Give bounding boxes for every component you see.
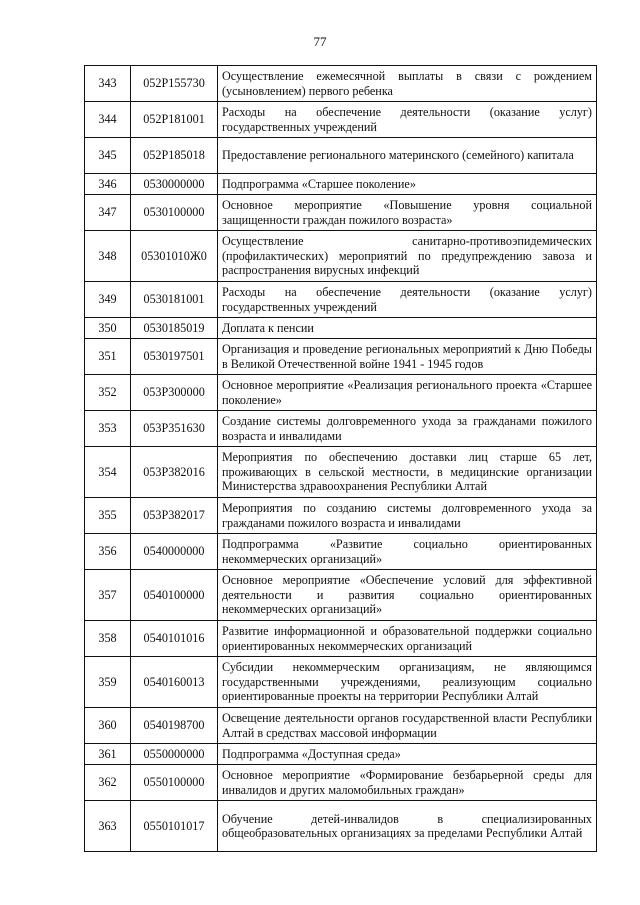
expense-name: Основное мероприятие «Реализация регионального проекта «Старшее поколение» (218, 375, 597, 411)
expense-name: Развитие информационной и образовательной поддержки социально ориентированных некоммерческих организаций (218, 621, 597, 657)
row-number: 361 (85, 744, 131, 765)
expense-name: Осуществление ежемесячной выплаты в связи с рождением (усыновлением) первого ребенка (218, 66, 597, 102)
row-number: 351 (85, 339, 131, 375)
expense-name: Организация и проведение региональных мероприятий к Дню Победы в Великой Отечественной войне 1941 - 1945 годов (218, 339, 597, 375)
table-body (85, 66, 597, 852)
row-number: 359 (85, 657, 131, 708)
budget-code: 0530100000 (131, 195, 218, 231)
table-row (85, 744, 597, 765)
expense-name: Основное мероприятие «Обеспечение условий для эффективной деятельности и развития социально ориентированных некоммерческих организаций» (218, 570, 597, 621)
table-row (85, 318, 597, 339)
row-number: 344 (85, 102, 131, 138)
table-row (85, 657, 597, 708)
budget-code: 0550101017 (131, 801, 218, 852)
expense-name: Подпрограмма «Доступная среда» (218, 744, 597, 765)
expense-name: Обучение детей-инвалидов в специализированных общеобразовательных организациях за пределами Республики Алтай (218, 801, 597, 852)
row-number: 360 (85, 708, 131, 744)
budget-code: 053P351630 (131, 411, 218, 447)
expense-name: Освещение деятельности органов государственной власти Республики Алтай в средствах массовой информации (218, 708, 597, 744)
table-row (85, 411, 597, 447)
table-row (85, 708, 597, 744)
budget-code: 053P382017 (131, 498, 218, 534)
table-row (85, 375, 597, 411)
table-row (85, 447, 597, 498)
budget-code: 052P181001 (131, 102, 218, 138)
expense-name: Субсидии некоммерческим организациям, не являющимся государственными учреждениями, реализующим социально ориентированные проекты на территории Республики Алтай (218, 657, 597, 708)
table-row (85, 765, 597, 801)
row-number: 354 (85, 447, 131, 498)
table-row (85, 282, 597, 318)
table-row (85, 621, 597, 657)
table-row (85, 195, 597, 231)
budget-code: 0550000000 (131, 744, 218, 765)
page-number: 77 (313, 34, 327, 49)
budget-code: 0530197501 (131, 339, 218, 375)
budget-code: 0530000000 (131, 174, 218, 195)
table-row (85, 498, 597, 534)
budget-code: 052P185018 (131, 138, 218, 174)
row-number: 348 (85, 231, 131, 282)
table-row (85, 231, 597, 282)
budget-code: 053P382016 (131, 447, 218, 498)
row-number: 355 (85, 498, 131, 534)
table-row (85, 138, 597, 174)
expense-name: Предоставление регионального материнского (семейного) капитала (218, 138, 597, 174)
table-row (85, 534, 597, 570)
budget-code: 0550100000 (131, 765, 218, 801)
row-number: 346 (85, 174, 131, 195)
row-number: 357 (85, 570, 131, 621)
row-number: 347 (85, 195, 131, 231)
expense-name: Расходы на обеспечение деятельности (оказание услуг) государственных учреждений (218, 102, 597, 138)
budget-code: 0530181001 (131, 282, 218, 318)
budget-code: 0540101016 (131, 621, 218, 657)
expense-name: Мероприятия по созданию системы долговременного ухода за гражданами пожилого возраста и инвалидами (218, 498, 597, 534)
row-number: 352 (85, 375, 131, 411)
budget-code: 0540100000 (131, 570, 218, 621)
expense-name: Основное мероприятие «Формирование безбарьерной среды для инвалидов и других маломобильных граждан» (218, 765, 597, 801)
row-number: 349 (85, 282, 131, 318)
budget-code: 053P300000 (131, 375, 218, 411)
row-number: 343 (85, 66, 131, 102)
table-row (85, 66, 597, 102)
expense-name: Осуществление санитарно-противоэпидемических (профилактических) мероприятий по предупреждению завоза и распространения вирусных инфекций (218, 231, 597, 282)
table-row (85, 339, 597, 375)
budget-code: 052P155730 (131, 66, 218, 102)
row-number: 363 (85, 801, 131, 852)
expense-name: Создание системы долговременного ухода за гражданами пожилого возраста и инвалидами (218, 411, 597, 447)
budget-code: 05301010Ж0 (131, 231, 218, 282)
row-number: 358 (85, 621, 131, 657)
row-number: 345 (85, 138, 131, 174)
budget-code: 0540160013 (131, 657, 218, 708)
row-number: 350 (85, 318, 131, 339)
budget-code: 0540198700 (131, 708, 218, 744)
row-number: 362 (85, 765, 131, 801)
table-row (85, 801, 597, 852)
budget-codes-table (84, 65, 597, 852)
expense-name: Расходы на обеспечение деятельности (оказание услуг) государственных учреждений (218, 282, 597, 318)
expense-name: Подпрограмма «Старшее поколение» (218, 174, 597, 195)
expense-name: Основное мероприятие «Повышение уровня социальной защищенности граждан пожилого возраста» (218, 195, 597, 231)
row-number: 353 (85, 411, 131, 447)
table-row (85, 570, 597, 621)
row-number: 356 (85, 534, 131, 570)
budget-code: 0530185019 (131, 318, 218, 339)
expense-name: Подпрограмма «Развитие социально ориентированных некоммерческих организаций» (218, 534, 597, 570)
table-row (85, 174, 597, 195)
table-row (85, 102, 597, 138)
budget-code: 0540000000 (131, 534, 218, 570)
expense-name: Доплата к пенсии (218, 318, 597, 339)
expense-name: Мероприятия по обеспечению доставки лиц старше 65 лет, проживающих в сельской местности, в медицинские организации Министерства здравоохранения Республики Алтай (218, 447, 597, 498)
